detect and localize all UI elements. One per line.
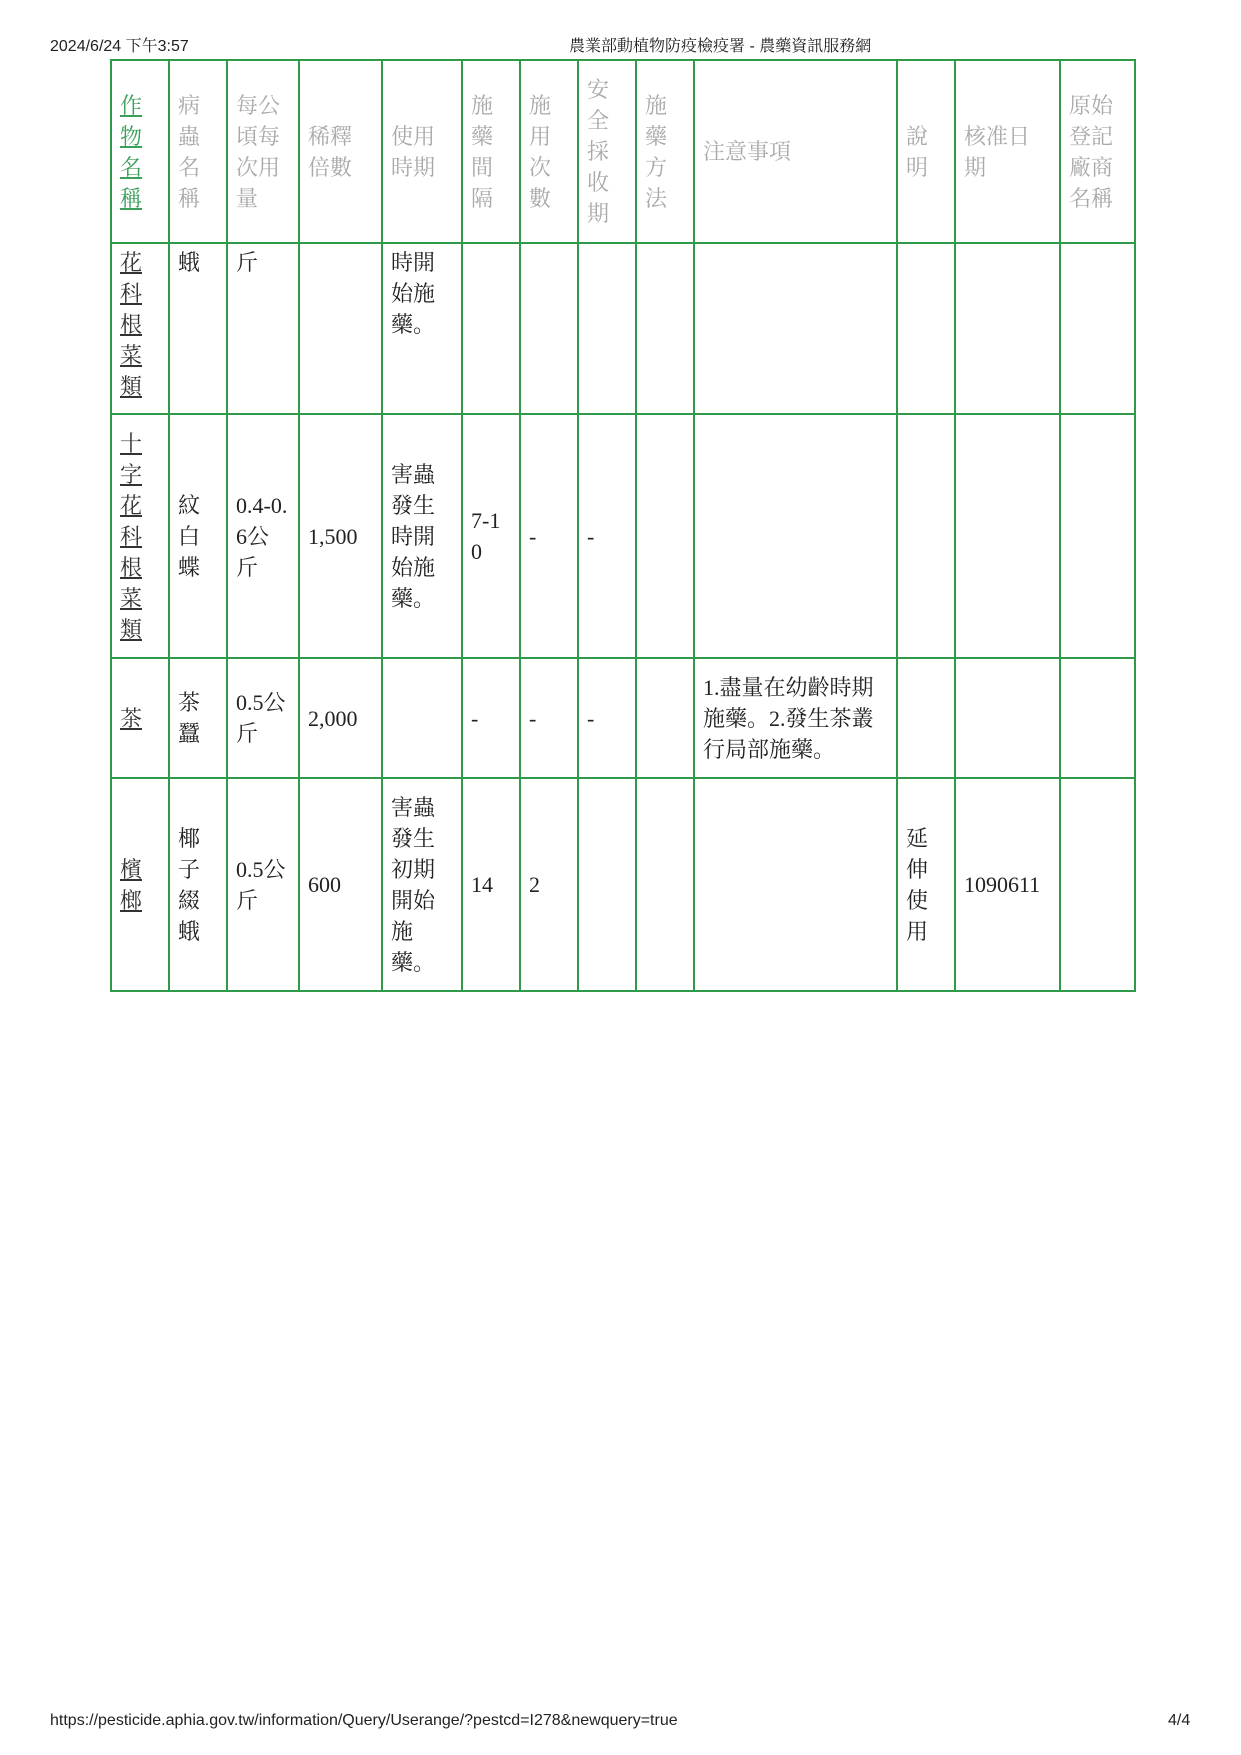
crop-link[interactable]: 十字花科根菜類: [120, 430, 143, 642]
col-header-date: 核准日期: [955, 60, 1060, 243]
cell-registrant: [1060, 778, 1135, 991]
crop-link[interactable]: 檳榔: [120, 856, 143, 913]
cell-period: 時開始施藥。: [382, 243, 462, 414]
col-header-method: 施藥方法: [636, 60, 694, 243]
col-header-pest: 病蟲名稱: [169, 60, 227, 243]
cell-dosage: 0.5公斤: [227, 778, 299, 991]
cell-interval: [462, 243, 520, 414]
cell-interval: 7-10: [462, 414, 520, 658]
cell-notes: [694, 414, 897, 658]
cell-registrant: [1060, 414, 1135, 658]
cell-times: 2: [520, 778, 578, 991]
table-row: [111, 658, 1135, 778]
cell-pest: 紋白蝶: [169, 414, 227, 658]
crop-link[interactable]: 茶: [120, 705, 143, 731]
cell-crop[interactable]: [111, 658, 169, 778]
col-header-interval: 施藥間隔: [462, 60, 520, 243]
cell-crop[interactable]: [111, 243, 169, 414]
cell-pest: 椰子綴蛾: [169, 778, 227, 991]
cell-remark: [897, 658, 955, 778]
col-header-crop[interactable]: 作物名稱: [111, 60, 169, 243]
cell-phi: [578, 243, 636, 414]
cell-dilution: [299, 243, 382, 414]
cell-pest: 蛾: [169, 243, 227, 414]
col-header-phi: 安全採收期: [578, 60, 636, 243]
cell-phi: [578, 778, 636, 991]
cell-dilution: 600: [299, 778, 382, 991]
cell-crop[interactable]: [111, 414, 169, 658]
cell-phi: -: [578, 414, 636, 658]
col-header-notes: 注意事項: [694, 60, 897, 243]
col-header-times: 施用次數: [520, 60, 578, 243]
cell-pest: 茶蠶: [169, 658, 227, 778]
table-header-row: [111, 60, 1135, 243]
cell-notes: [694, 243, 897, 414]
pesticide-usage-table: [110, 59, 1136, 992]
cell-crop[interactable]: [111, 778, 169, 991]
page-title: 農業部動植物防疫檢疫署 - 農藥資訊服務網: [569, 38, 872, 55]
cell-phi: -: [578, 658, 636, 778]
col-header-period: 使用時期: [382, 60, 462, 243]
cell-interval: 14: [462, 778, 520, 991]
cell-dosage: 斤: [227, 243, 299, 414]
cell-period: 害蟲發生時開始施藥。: [382, 414, 462, 658]
cell-dilution: 2,000: [299, 658, 382, 778]
table-row: [111, 414, 1135, 658]
cell-period: 害蟲發生初期開始施藥。: [382, 778, 462, 991]
cell-period: [382, 658, 462, 778]
cell-method: [636, 243, 694, 414]
cell-date: [955, 414, 1060, 658]
cell-times: [520, 243, 578, 414]
cell-remark: [897, 243, 955, 414]
col-header-registrant: 原始登記廠商名稱: [1060, 60, 1135, 243]
cell-date: [955, 243, 1060, 414]
cell-date: 1090611: [955, 778, 1060, 991]
page-number: 4/4: [1168, 1712, 1191, 1729]
cell-remark: 延伸使用: [897, 778, 955, 991]
cell-date: [955, 658, 1060, 778]
col-header-dilution: 稀釋倍數: [299, 60, 382, 243]
cell-registrant: [1060, 243, 1135, 414]
crop-link[interactable]: 花科根菜類: [120, 250, 143, 399]
table-row: [111, 778, 1135, 991]
cell-times: -: [520, 658, 578, 778]
col-header-remark: 說明: [897, 60, 955, 243]
cell-notes: 1.盡量在幼齡時期施藥。2.發生茶叢行局部施藥。: [694, 658, 897, 778]
page-url: https://pesticide.aphia.gov.tw/information/Query/Userange/?pestcd=I278&newquery=true: [50, 1712, 678, 1729]
col-header-dosage: 每公頃每次用量: [227, 60, 299, 243]
cell-dosage: 0.4-0.6公斤: [227, 414, 299, 658]
cell-interval: -: [462, 658, 520, 778]
cell-dosage: 0.5公斤: [227, 658, 299, 778]
print-datetime: 2024/6/24 下午3:57: [50, 38, 189, 55]
cell-method: [636, 658, 694, 778]
cell-remark: [897, 414, 955, 658]
table-row: [111, 243, 1135, 414]
cell-method: [636, 414, 694, 658]
cell-times: -: [520, 414, 578, 658]
cell-registrant: [1060, 658, 1135, 778]
cell-method: [636, 778, 694, 991]
cell-notes: [694, 778, 897, 991]
cell-dilution: 1,500: [299, 414, 382, 658]
